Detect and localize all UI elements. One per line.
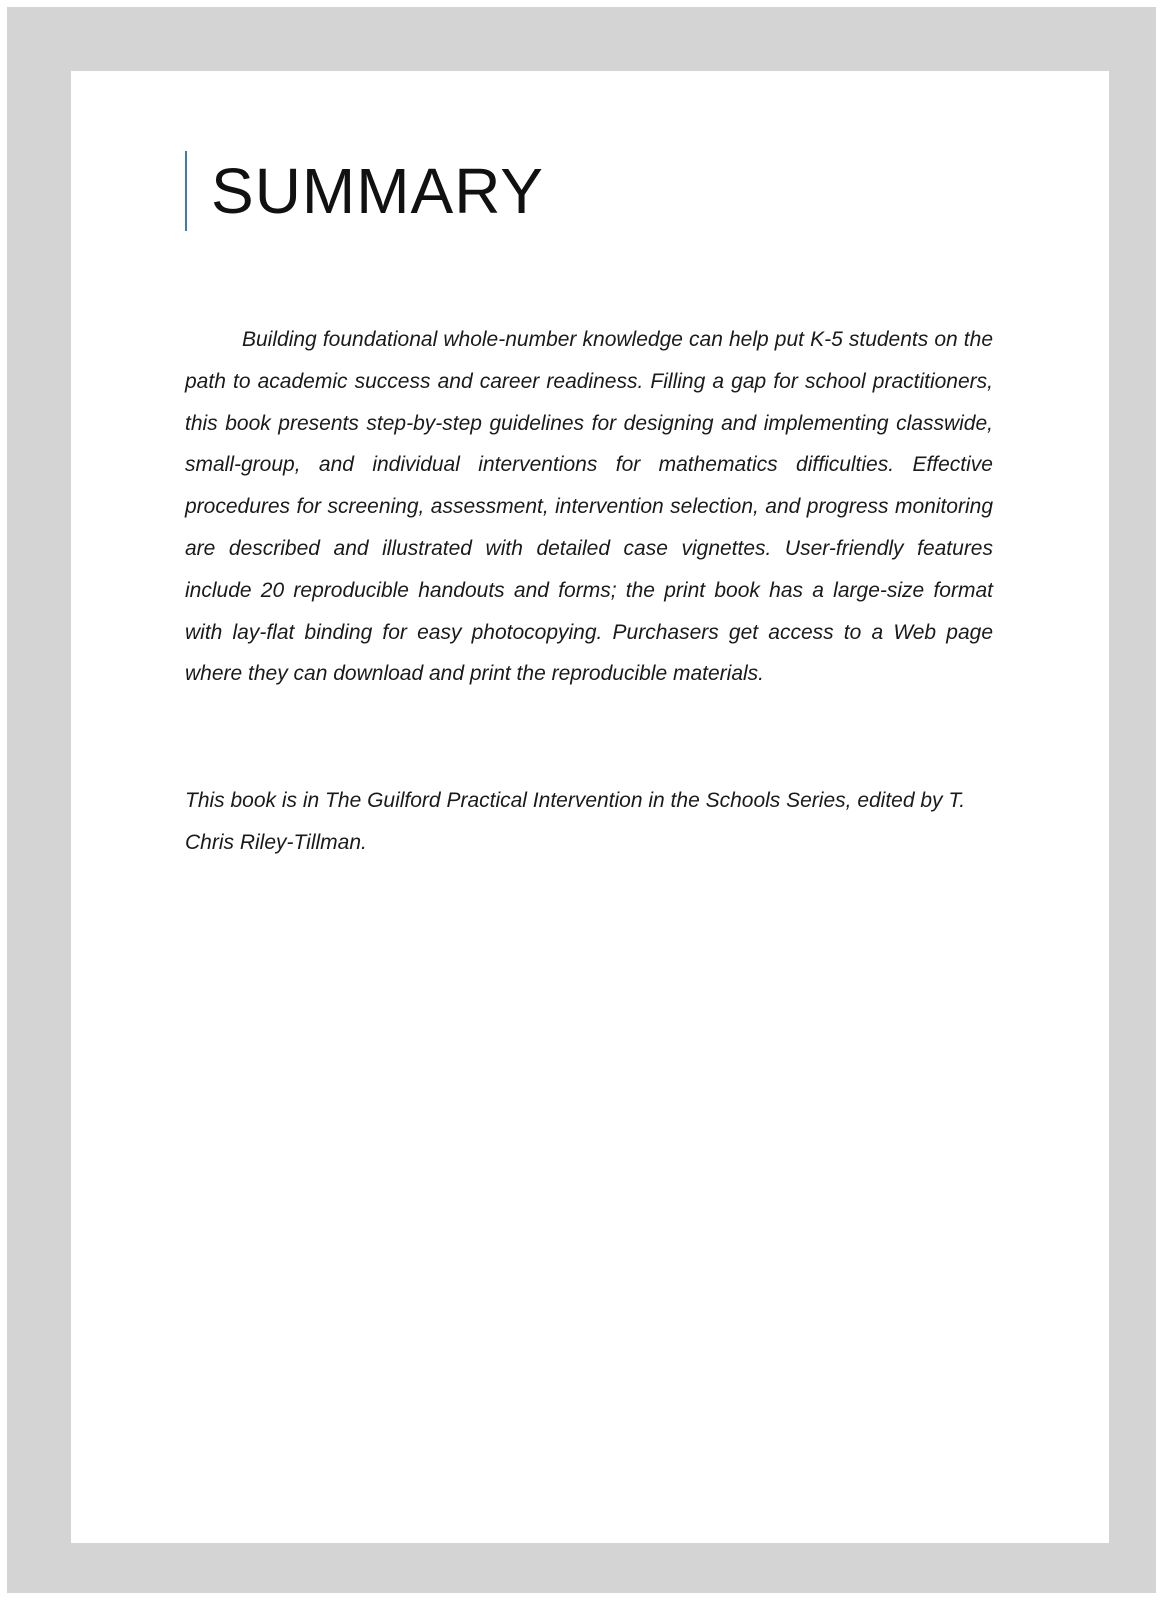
summary-paragraph: Building foundational whole-number knowledge can help put K-5 students on the path to academic success and career readiness. Filling a gap for school practitioners, this book presents step-by-step guidelines for designing and implementing classwide, small-group, and individual interventions for mathematics difficulties. Effective procedures for screening, assessment, intervention selection, and progress monitoring are described and illustrated with detailed case vignettes. User-friendly features include 20 reproducible handouts and forms; the print book has a large-size format with lay-flat binding for easy photocopying. Purchasers get access to a Web page where they can download and print the reproducible materials. [185,328,993,686]
series-note-paragraph: This book is in The Guilford Practical Intervention in the Schools Series, edited by T. Chris Riley-Tillman. [185,789,966,854]
document-page [71,71,1109,1543]
title-block [185,151,544,231]
title-accent-rule [185,151,187,231]
page-title: SUMMARY [211,155,544,227]
page-frame [7,7,1156,1593]
